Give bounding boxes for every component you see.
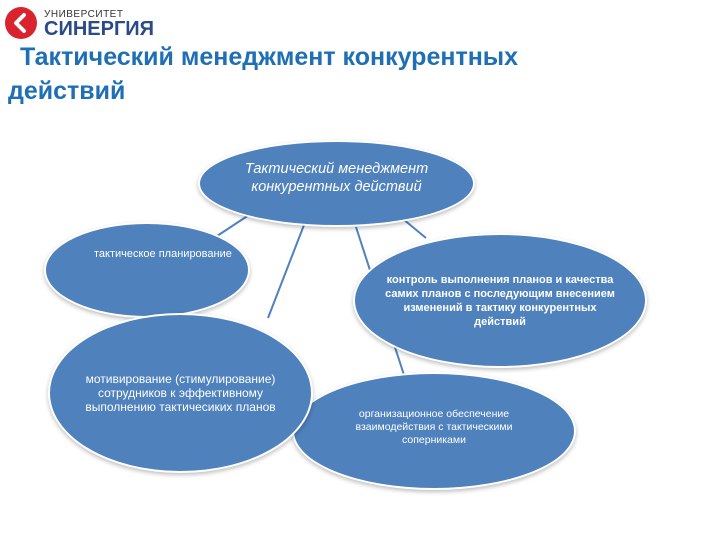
- center-node-label: Тактический менеджмент конкурентных действий: [244, 161, 429, 195]
- planning-node: [44, 222, 250, 318]
- motivation-node: [48, 313, 313, 473]
- brand-top-text: УНИВЕРСИТЕТ: [44, 9, 124, 20]
- motivation-node-label: мотивирование (стимулирование) сотрудников к эффективному выполнению тактичесиких планов: [85, 372, 276, 414]
- control-node: [353, 233, 647, 368]
- center-node: [198, 140, 475, 227]
- control-node-label: контроль выполнения планов и качества самих планов с последующим внесением изменений в тактику конкурентных действий: [385, 273, 615, 328]
- planning-node-label: тактическое планирование: [94, 248, 232, 260]
- title-line-1: Тактический менеджмент конкурентных: [20, 43, 519, 71]
- brand-name: СИНЕРГИЯ: [44, 18, 155, 40]
- title-line-2: действий: [8, 77, 126, 105]
- organization-node: [292, 372, 576, 490]
- connector-control: [403, 219, 426, 238]
- connector-motivation: [268, 225, 304, 318]
- organization-node-label: организационное обеспечение взаимодействия с тактическими соперниками: [355, 408, 513, 446]
